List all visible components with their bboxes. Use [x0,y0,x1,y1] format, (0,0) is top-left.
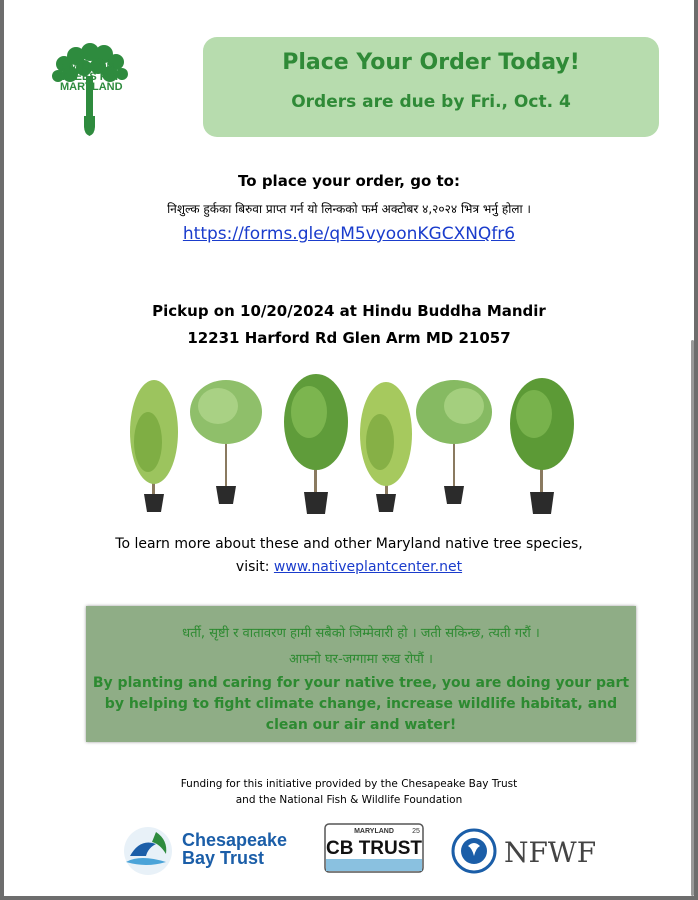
message-nepali-1: धर्ती, सृष्टी र वातावरण हामी सबैको जिम्मेवारी हो । जती सकिन्छ, त्यती गरौं । [182,626,540,641]
logo-wordmark: 5 MILLION TREES FOR MARYLAND [60,61,123,93]
order-nepali-text: निशुल्क हुर्कका बिरुवा प्राप्त गर्न यो लिन्कको फर्म अक्टोबर ४,२०२४ भित्र भर्नु होला । [167,202,531,216]
svg-text:NFWF: NFWF [504,836,597,869]
svg-text:25: 25 [412,828,420,835]
order-form-link[interactable]: https://forms.gle/qM5vyoonKGCXNQfr6 [182,224,516,244]
order-heading: To place your order, go to: [238,172,460,190]
message-box [86,606,636,742]
funding-credit: Funding for this initiative provided by the Chesapeake Bay Trust and the National Fish & Wildlife Foundation [180,778,518,806]
flyer-page [4,0,694,896]
native-plant-center-link[interactable]: www.nativeplantcenter.net [273,559,463,575]
nfwf-logo-icon [444,826,604,876]
license-plate-logo-icon [324,823,424,873]
learn-more-visit: visit: www.nativeplantcenter.net [235,559,463,575]
potted-trees-image [114,372,584,522]
learn-more-text: To learn more about these and other Maryland native tree species, [115,536,583,552]
pickup-date-location: Pickup on 10/20/2024 at Hindu Buddha Mandir [152,302,546,320]
chesapeake-bay-trust-name: Chesapeake Bay Trust [182,830,288,868]
message-english: By planting and caring for your native tree, you are doing your part by helping to fight climate change, increase wildlife habitat, and clean our air and water! [92,675,630,733]
pickup-address: 12231 Harford Rd Glen Arm MD 21057 [187,329,511,347]
order-banner [203,37,659,137]
svg-text:MARYLAND: MARYLAND [354,828,394,835]
scrollbar[interactable] [691,340,694,896]
order-title: Place Your Order Today! [282,50,580,75]
svg-text:CB TRUST: CB TRUST [325,838,423,859]
order-due-date: Orders are due by Fri., Oct. 4 [291,92,571,112]
message-nepali-2: आफ्नो घर-जग्गामा रुख रोपौं । [289,652,433,667]
